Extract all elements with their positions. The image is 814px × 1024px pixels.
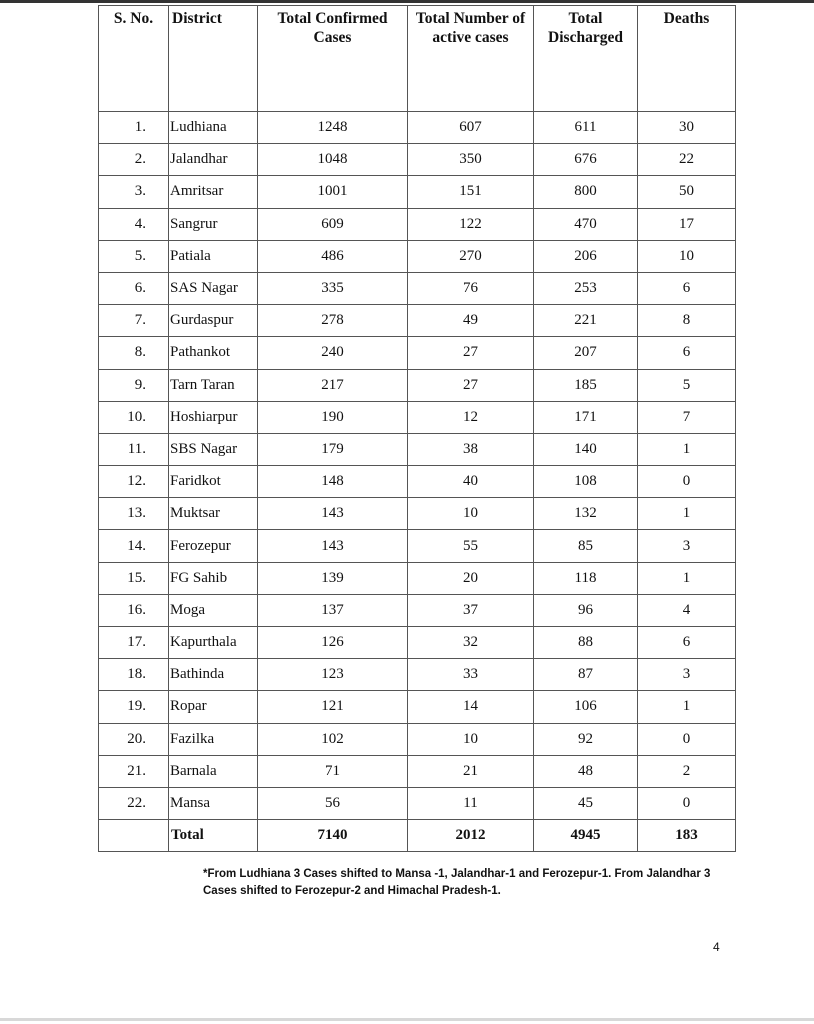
row-discharged: 87 — [534, 659, 638, 691]
row-deaths: 1 — [638, 691, 736, 723]
row-active: 151 — [408, 176, 534, 208]
row-active: 33 — [408, 659, 534, 691]
row-deaths: 2 — [638, 755, 736, 787]
row-sno: 1. — [99, 112, 169, 144]
table-footer — [99, 820, 736, 852]
row-active: 11 — [408, 787, 534, 819]
row-discharged: 48 — [534, 755, 638, 787]
row-active: 350 — [408, 144, 534, 176]
row-confirmed: 190 — [258, 401, 408, 433]
table-row — [99, 498, 736, 530]
table-row — [99, 272, 736, 304]
row-sno: 11. — [99, 433, 169, 465]
row-active: 21 — [408, 755, 534, 787]
header-deaths: Deaths — [638, 6, 736, 112]
row-active: 607 — [408, 112, 534, 144]
row-deaths: 4 — [638, 594, 736, 626]
row-sno: 17. — [99, 627, 169, 659]
row-confirmed: 278 — [258, 305, 408, 337]
total-sno-cell — [99, 820, 169, 852]
table-row — [99, 787, 736, 819]
row-discharged: 611 — [534, 112, 638, 144]
row-deaths: 1 — [638, 433, 736, 465]
row-confirmed: 240 — [258, 337, 408, 369]
row-discharged: 140 — [534, 433, 638, 465]
row-sno: 10. — [99, 401, 169, 433]
row-deaths: 17 — [638, 208, 736, 240]
row-district: Ludhiana — [169, 112, 258, 144]
row-confirmed: 143 — [258, 530, 408, 562]
row-discharged: 207 — [534, 337, 638, 369]
table-row — [99, 562, 736, 594]
row-active: 27 — [408, 337, 534, 369]
table-row — [99, 755, 736, 787]
row-confirmed: 1248 — [258, 112, 408, 144]
row-sno: 20. — [99, 723, 169, 755]
row-sno: 15. — [99, 562, 169, 594]
row-district: Patiala — [169, 240, 258, 272]
row-district: FG Sahib — [169, 562, 258, 594]
row-active: 32 — [408, 627, 534, 659]
row-district: Faridkot — [169, 466, 258, 498]
table-row — [99, 112, 736, 144]
row-district: Moga — [169, 594, 258, 626]
row-discharged: 206 — [534, 240, 638, 272]
row-deaths: 5 — [638, 369, 736, 401]
total-active: 2012 — [408, 820, 534, 852]
row-sno: 6. — [99, 272, 169, 304]
row-active: 10 — [408, 723, 534, 755]
row-confirmed: 1001 — [258, 176, 408, 208]
table-row — [99, 144, 736, 176]
row-confirmed: 335 — [258, 272, 408, 304]
row-sno: 14. — [99, 530, 169, 562]
row-discharged: 470 — [534, 208, 638, 240]
table-row — [99, 723, 736, 755]
row-confirmed: 121 — [258, 691, 408, 723]
row-active: 38 — [408, 433, 534, 465]
row-deaths: 0 — [638, 787, 736, 819]
table-row — [99, 240, 736, 272]
total-confirmed: 7140 — [258, 820, 408, 852]
row-discharged: 45 — [534, 787, 638, 819]
row-deaths: 1 — [638, 562, 736, 594]
table-row — [99, 594, 736, 626]
row-active: 20 — [408, 562, 534, 594]
row-active: 55 — [408, 530, 534, 562]
row-deaths: 6 — [638, 337, 736, 369]
row-district: Barnala — [169, 755, 258, 787]
row-district: Gurdaspur — [169, 305, 258, 337]
row-district: Amritsar — [169, 176, 258, 208]
row-sno: 16. — [99, 594, 169, 626]
row-deaths: 7 — [638, 401, 736, 433]
table-row — [99, 369, 736, 401]
row-sno: 2. — [99, 144, 169, 176]
row-district: SAS Nagar — [169, 272, 258, 304]
page-number: 4 — [713, 940, 720, 954]
row-sno: 13. — [99, 498, 169, 530]
row-confirmed: 102 — [258, 723, 408, 755]
table-row — [99, 208, 736, 240]
table-row — [99, 659, 736, 691]
header-row — [99, 6, 736, 112]
row-active: 270 — [408, 240, 534, 272]
table-header — [99, 6, 736, 112]
row-confirmed: 486 — [258, 240, 408, 272]
row-confirmed: 71 — [258, 755, 408, 787]
row-confirmed: 143 — [258, 498, 408, 530]
row-active: 37 — [408, 594, 534, 626]
row-sno: 12. — [99, 466, 169, 498]
row-deaths: 1 — [638, 498, 736, 530]
row-deaths: 30 — [638, 112, 736, 144]
row-district: Jalandhar — [169, 144, 258, 176]
row-district: Bathinda — [169, 659, 258, 691]
row-deaths: 3 — [638, 659, 736, 691]
row-discharged: 676 — [534, 144, 638, 176]
row-sno: 21. — [99, 755, 169, 787]
row-sno: 3. — [99, 176, 169, 208]
table-row — [99, 691, 736, 723]
row-deaths: 10 — [638, 240, 736, 272]
row-district: Sangrur — [169, 208, 258, 240]
row-discharged: 92 — [534, 723, 638, 755]
row-discharged: 106 — [534, 691, 638, 723]
row-deaths: 0 — [638, 723, 736, 755]
total-label: Total — [169, 820, 258, 852]
row-district: Tarn Taran — [169, 369, 258, 401]
row-district: SBS Nagar — [169, 433, 258, 465]
row-sno: 7. — [99, 305, 169, 337]
row-district: Kapurthala — [169, 627, 258, 659]
header-confirmed: Total Confirmed Cases — [258, 6, 408, 112]
row-deaths: 22 — [638, 144, 736, 176]
row-active: 14 — [408, 691, 534, 723]
row-discharged: 171 — [534, 401, 638, 433]
table-row — [99, 305, 736, 337]
row-district: Pathankot — [169, 337, 258, 369]
row-sno: 9. — [99, 369, 169, 401]
header-active: Total Number of active cases — [408, 6, 534, 112]
row-district: Mansa — [169, 787, 258, 819]
table-row — [99, 176, 736, 208]
row-district: Ropar — [169, 691, 258, 723]
table-body — [99, 112, 736, 820]
row-district: Fazilka — [169, 723, 258, 755]
table-row — [99, 530, 736, 562]
row-confirmed: 179 — [258, 433, 408, 465]
row-sno: 8. — [99, 337, 169, 369]
row-discharged: 85 — [534, 530, 638, 562]
row-discharged: 132 — [534, 498, 638, 530]
row-confirmed: 56 — [258, 787, 408, 819]
row-discharged: 221 — [534, 305, 638, 337]
row-confirmed: 1048 — [258, 144, 408, 176]
row-sno: 19. — [99, 691, 169, 723]
row-active: 49 — [408, 305, 534, 337]
row-discharged: 108 — [534, 466, 638, 498]
district-cases-table — [98, 5, 736, 852]
row-discharged: 185 — [534, 369, 638, 401]
row-district: Hoshiarpur — [169, 401, 258, 433]
row-confirmed: 139 — [258, 562, 408, 594]
row-district: Muktsar — [169, 498, 258, 530]
row-confirmed: 217 — [258, 369, 408, 401]
bottom-border-line — [0, 1018, 814, 1021]
row-deaths: 8 — [638, 305, 736, 337]
header-sno: S. No. — [99, 6, 169, 112]
row-district: Ferozepur — [169, 530, 258, 562]
row-deaths: 50 — [638, 176, 736, 208]
row-deaths: 6 — [638, 627, 736, 659]
row-active: 76 — [408, 272, 534, 304]
row-confirmed: 148 — [258, 466, 408, 498]
row-sno: 4. — [99, 208, 169, 240]
row-discharged: 88 — [534, 627, 638, 659]
top-border-line — [0, 0, 814, 3]
header-district: District — [169, 6, 258, 112]
table-row — [99, 433, 736, 465]
row-sno: 18. — [99, 659, 169, 691]
row-deaths: 6 — [638, 272, 736, 304]
row-confirmed: 126 — [258, 627, 408, 659]
table-row — [99, 401, 736, 433]
row-discharged: 118 — [534, 562, 638, 594]
footnote: *From Ludhiana 3 Cases shifted to Mansa -1, Jalandhar-1 and Ferozepur-1. From Jalandhar 3 Cases shifted to Ferozepur-2 and Himachal Pradesh-1. — [203, 868, 711, 897]
row-confirmed: 137 — [258, 594, 408, 626]
row-deaths: 0 — [638, 466, 736, 498]
row-confirmed: 123 — [258, 659, 408, 691]
row-deaths: 3 — [638, 530, 736, 562]
row-active: 122 — [408, 208, 534, 240]
row-discharged: 96 — [534, 594, 638, 626]
row-sno: 5. — [99, 240, 169, 272]
row-active: 10 — [408, 498, 534, 530]
table-row — [99, 627, 736, 659]
row-sno: 22. — [99, 787, 169, 819]
row-active: 40 — [408, 466, 534, 498]
total-row — [99, 820, 736, 852]
row-active: 12 — [408, 401, 534, 433]
table-row — [99, 337, 736, 369]
row-discharged: 253 — [534, 272, 638, 304]
header-discharged: Total Discharged — [534, 6, 638, 112]
row-active: 27 — [408, 369, 534, 401]
row-confirmed: 609 — [258, 208, 408, 240]
total-discharged: 4945 — [534, 820, 638, 852]
total-deaths: 183 — [638, 820, 736, 852]
row-discharged: 800 — [534, 176, 638, 208]
table-row — [99, 466, 736, 498]
